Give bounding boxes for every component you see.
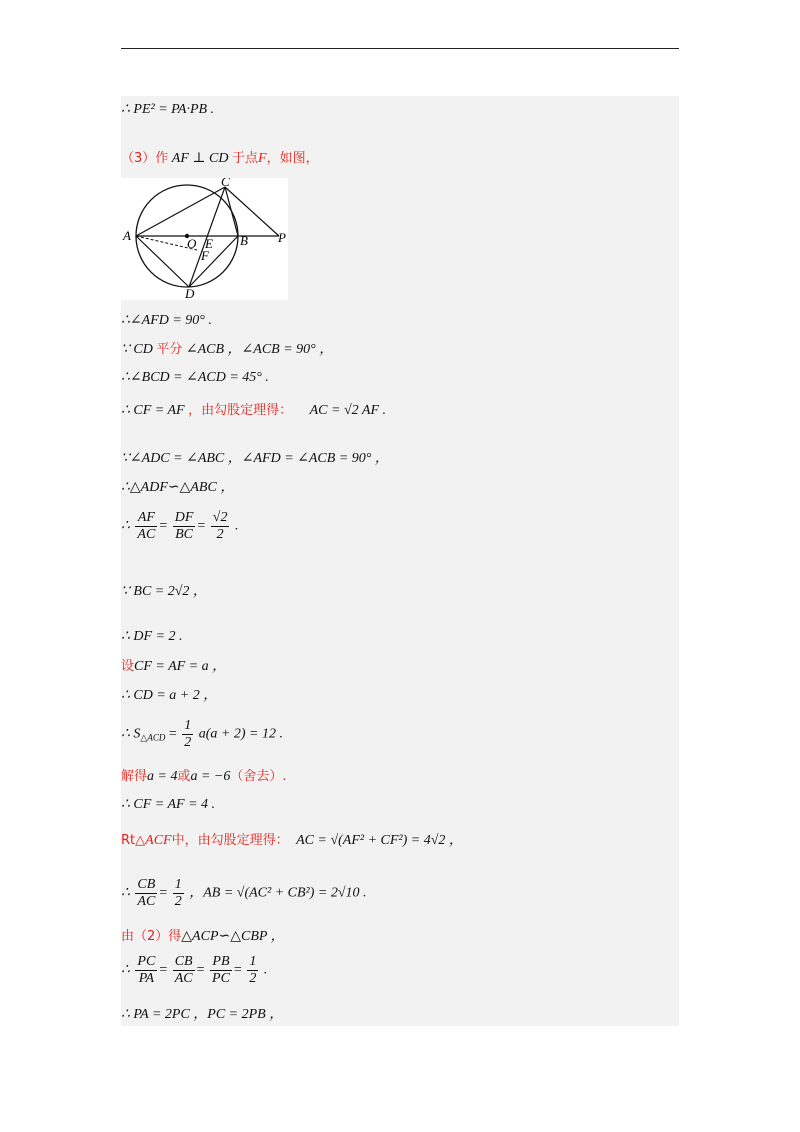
line-13: ∴ CD = a + 2 ， xyxy=(121,688,218,703)
fraction: $\frac{DF}{BC}$ xyxy=(174,510,194,542)
fraction: $\frac{AF}{AC}$ xyxy=(137,510,156,542)
line-4: ∵ CD 平分 ∠ACB ，∠ACB = 90° ， xyxy=(121,342,334,357)
svg-text:D: D xyxy=(185,286,195,300)
circle-diagram xyxy=(121,178,288,300)
line-12: 设CF = AF = a ， xyxy=(121,659,227,674)
svg-text:P: P xyxy=(278,230,286,245)
line-1: ∴ PE² = PA·PB . xyxy=(121,102,215,117)
line-14: ∴ $S_{\triangle ACD}$ = $\frac{1}{2}$ a(a + 2) = 12 . xyxy=(121,718,283,750)
line-18: ∴ $\frac{CB}{AC}$ = $\frac{1}{2}$ ，AB = √(AC² + CB²) = 2√10 . xyxy=(121,877,367,909)
svg-text:F: F xyxy=(201,248,209,263)
line-19: 由（2）得△ACP∽△CBP ， xyxy=(121,929,285,944)
line-3: ∴∠AFD = 90° . xyxy=(121,313,212,328)
fraction: $\frac{PC}{PA}$ xyxy=(137,954,156,986)
line-17: Rt△ACF中，由勾股定理得： AC = √(AF² + CF²) = 4√2 ， xyxy=(121,833,463,848)
svg-text:E: E xyxy=(205,236,213,251)
svg-text:O: O xyxy=(187,236,197,251)
line-7: ∵∠ADC = ∠ABC ，∠AFD = ∠ACB = 90° ， xyxy=(121,451,389,466)
fraction: $\frac{1}{2}$ xyxy=(174,877,182,909)
line-6: ∴ CF = AF ，由勾股定理得： AC = √2 AF . xyxy=(121,403,386,418)
geometry-figure xyxy=(121,178,288,300)
fraction: $\frac{CB}{AC}$ xyxy=(174,954,193,986)
fraction: $\frac{PB}{PC}$ xyxy=(212,954,230,986)
fraction: $\frac{CB}{AC}$ xyxy=(137,877,156,909)
line-11: ∴ DF = 2 . xyxy=(121,629,183,644)
svg-text:A: A xyxy=(123,228,131,243)
line-16: ∴ CF = AF = 4 . xyxy=(121,797,216,812)
header-rule xyxy=(121,48,679,49)
line-10: ∵ BC = 2√2 ， xyxy=(121,584,207,599)
line-8: ∴△ADF∽△ABC ， xyxy=(121,480,235,495)
fraction: $\frac{1}{2}$ xyxy=(249,954,257,986)
line-9: ∴ $\frac{AF}{AC}$ = $\frac{DF}{BC}$ = $\frac{√2}{2}$ . xyxy=(121,510,239,542)
line-5: ∴∠BCD = ∠ACD = 45° . xyxy=(121,370,269,385)
svg-text:C: C xyxy=(221,178,230,189)
line-21: ∴ PA = 2PC ，PC = 2PB ， xyxy=(121,1007,284,1022)
line-15: 解得a = 4或a = −6（舍去）. xyxy=(121,769,287,784)
line-20: ∴ $\frac{PC}{PA}$ = $\frac{CB}{AC}$ = $\frac{PB}{PC}$ = $\frac{1}{2}$ . xyxy=(121,954,268,986)
line-2: （3）作 AF ⊥ CD 于点F，如图， xyxy=(121,151,319,166)
fraction: $\frac{√2}{2}$ xyxy=(212,510,228,542)
svg-text:B: B xyxy=(240,233,248,248)
fraction: $\frac{1}{2}$ xyxy=(184,718,192,750)
